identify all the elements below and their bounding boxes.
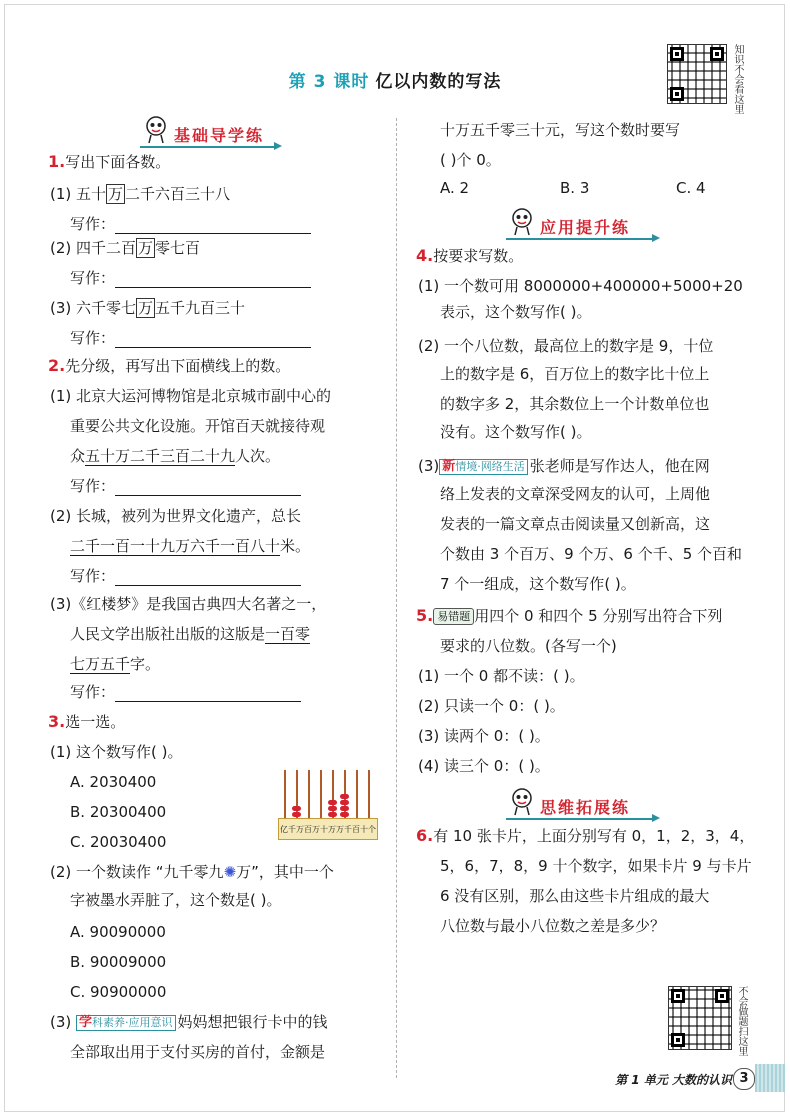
q3-part3-line4: ( )个 0。 [440,151,501,169]
q4-b-line4[interactable]: 没有。这个数写作( )。 [440,423,592,441]
q4-a-line2[interactable]: 表示，这个数写作( )。 [440,303,592,321]
q4-c-line5[interactable]: 7 个一组成，这个数写作( )。 [440,575,636,593]
column-divider [396,118,397,1078]
q2-b-line2: 二千一百一十九万六千一百八十米。 [70,537,311,555]
q1-answer-3[interactable]: 写作： [70,328,311,348]
q2-a-line3: 众五十万二千三百二十九人次。 [70,447,281,465]
footer-unit: 第 1 单元 大数的认识 [615,1073,732,1087]
q1-item-3: (3) 六千零七 万 五千九百三十 [50,299,246,317]
q3-p1-option-a[interactable]: A. 2030400 [70,773,157,791]
q4-b-line1: (2) 一个八位数，最高位上的数字是 9，十位 [418,337,714,355]
q5-item-3[interactable]: (3) 读两个 0：( )。 [418,727,550,745]
abacus-figure [278,770,378,846]
section-extend-label: 思维拓展练 [540,798,631,817]
q2-answer-3[interactable]: 写作： [70,682,301,702]
q3-prompt: 3.选一选。 [48,712,126,731]
q3-part2-line1: (2) 一个数读作 “九千零九✺万”，其中一个 [50,863,334,881]
qr-caption-top: 知识不会看这里 [732,44,743,114]
q5-prompt-line2: 要求的八位数。(各写一个) [440,637,617,655]
q2-prompt: 2.先分级，再写出下面横线上的数。 [48,356,291,375]
page-number: 3 [733,1068,755,1090]
q6-line3: 6 没有区别，那么由这些卡片组成的最大 [440,887,710,905]
q1-prompt: 1.写出下面各数。 [48,152,171,171]
q3-p2-option-b[interactable]: B. 90009000 [70,953,167,971]
qr-code-icon[interactable] [668,986,732,1050]
q2-b-line1: (2) 长城，被列为世界文化遗产，总长 [50,507,302,525]
q4-c-line4: 个数由 3 个百万、9 个万、6 个千、5 个百和 [440,545,743,563]
q3-p2-option-a[interactable]: A. 90090000 [70,923,166,941]
q1-answer-2[interactable]: 写作： [70,268,311,288]
q6-line4: 八位数与最小八位数之差是多少？ [440,917,666,935]
q3-p1-option-c[interactable]: C. 20030400 [70,833,167,851]
q5-item-1[interactable]: (1) 一个 0 都不读：( )。 [418,667,585,685]
q6-line1: 6.有 10 张卡片，上面分别写有 0，1，2，3，4， [416,826,755,845]
tag-new-scenario: 新情境·网络生活 [439,459,528,475]
section-apply-header [506,214,654,240]
q1-item-2: (2) 四千二百 万 零七百 [50,239,201,257]
q3-p3-option-a[interactable]: A. 2 [440,179,470,197]
q5-item-4[interactable]: (4) 读三个 0：( )。 [418,757,550,775]
q3-p2-option-c[interactable]: C. 90900000 [70,983,167,1001]
q4-c-line2: 络上发表的文章深受网友的认可，上周他 [440,485,711,503]
q5-item-2[interactable]: (2) 只读一个 0：( )。 [418,697,565,715]
q3-part1: (1) 这个数写作( )。 [50,743,183,761]
lesson-number: 第 3 课时 [288,72,370,92]
q3-part3-line3: 十万五千零三十元，写这个数时要写 [440,121,681,139]
q2-answer-2[interactable]: 写作： [70,566,301,586]
q4-a-line1: (1) 一个数可用 8000000+400000+5000+20 [418,277,743,295]
q4-b-line3: 的数字多 2，其余数位上一个计数单位也 [440,395,710,413]
q6-line2: 5，6，7，8，9 十个数字，如果卡片 9 与卡片 [440,857,752,875]
mascot-icon [510,788,534,816]
mascot-icon [510,208,534,236]
q3-part3-line2: 全部取出用于支付买房的首付，金额是 [70,1043,326,1061]
qr-caption-bottom: 不会做题扫这里 [736,986,747,1056]
q1-answer-1[interactable]: 写作： [70,214,311,234]
abacus-place-labels: 亿千万百万十万万千百十个 [278,818,378,840]
q4-b-line2: 上的数字是 6，百万位上的数字比十位上 [440,365,710,383]
q4-c-line1: (3) 新情境·网络生活 张老师是写作达人，他在网 [418,457,710,475]
q3-part2-line2: 字被墨水弄脏了，这个数是( )。 [70,891,282,909]
corner-decoration [755,1064,785,1092]
section-apply-label: 应用提升练 [540,218,631,237]
q5-prompt: 5. 易错题 用四个 0 和四个 5 分别写出符合下列 [416,606,723,625]
q2-a-line2: 重要公共文化设施。开馆百天就接待观 [70,417,326,435]
lesson-title: 亿以内数的写法 [375,72,502,92]
q3-part3-line1: (3) 学科素养·应用意识 妈妈想把银行卡中的钱 [50,1013,328,1031]
q3-p3-option-b[interactable]: B. 3 [560,179,590,197]
q3-p1-option-b[interactable]: B. 20300400 [70,803,167,821]
q2-answer-1[interactable]: 写作： [70,476,301,496]
q2-a-line1: (1) 北京大运河博物馆是北京城市副中心的 [50,387,332,405]
q2-c-line3: 七万五千字。 [70,655,161,673]
tag-error-prone: 易错题 [433,608,474,625]
mascot-icon [144,116,168,144]
q2-c-line2: 人民文学出版社出版的这版是一百零 [70,625,311,643]
qr-code-icon[interactable] [667,44,727,104]
tag-subject-literacy: 学科素养·应用意识 [76,1015,176,1031]
q4-prompt: 4.按要求写数。 [416,246,524,265]
q1-item-1: (1) 五十 万 二千六百三十八 [50,185,231,203]
q4-c-line3: 发表的一篇文章点击阅读量又创新高，这 [440,515,711,533]
section-basic-label: 基础导学练 [174,126,265,145]
q3-p3-option-c[interactable]: C. 4 [676,179,706,197]
section-basic-header [140,122,276,148]
ink-blot-icon: ✺ [223,863,237,881]
q2-c-line1: (3)《红楼梦》是我国古典四大名著之一， [50,595,327,613]
section-extend-header [506,794,654,820]
